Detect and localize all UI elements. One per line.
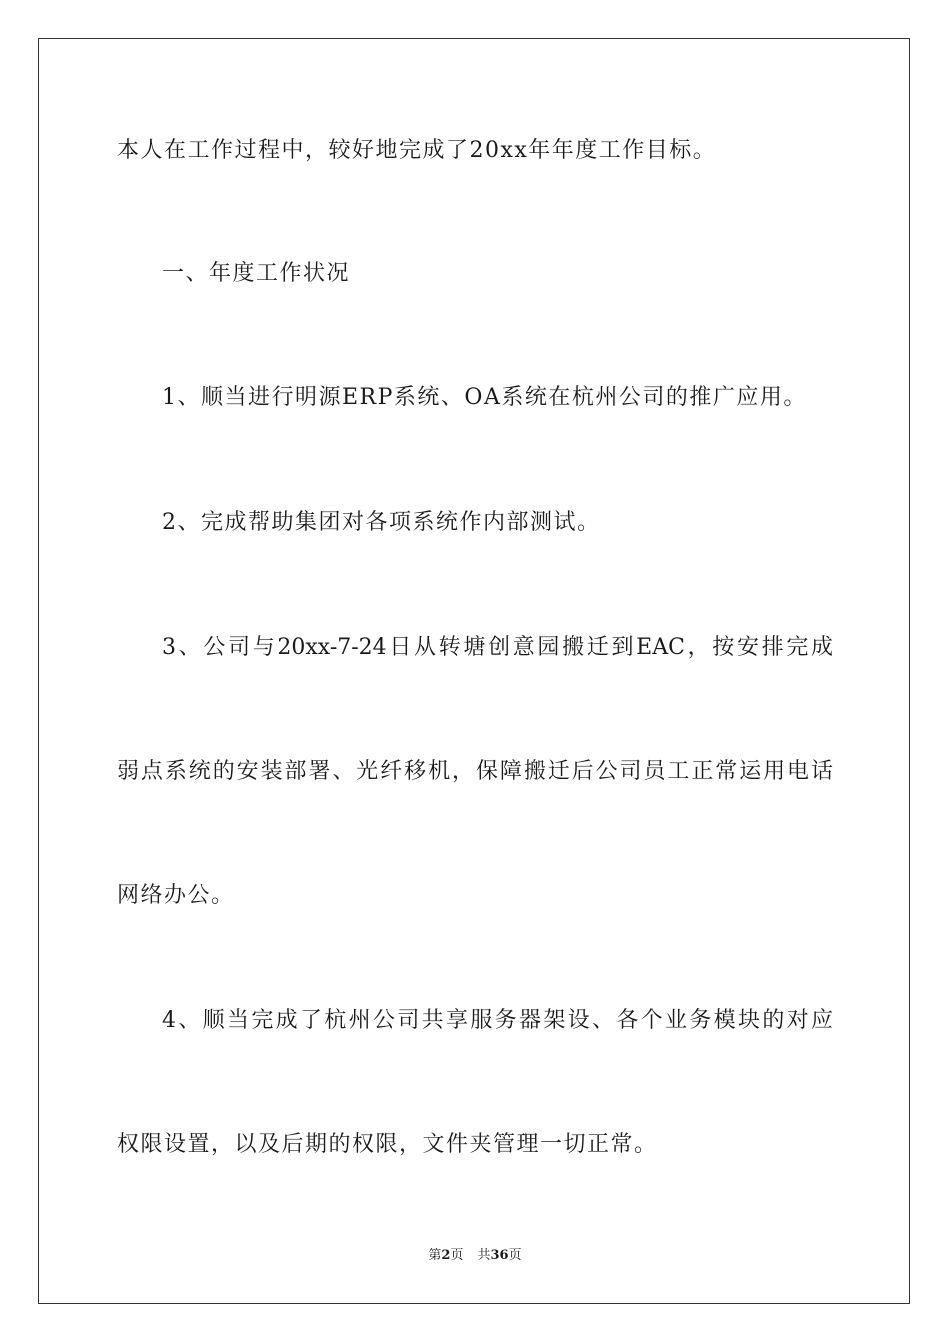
list-item-3-line-1: 3、公司与20xx-7-24日从转塘创意园搬迁到EAC，按安排完成 [162, 635, 833, 660]
footer-total-suffix: 页 [508, 1248, 522, 1263]
list-item-2: 2、完成帮助集团对各项系统作内部测试。 [162, 510, 601, 535]
list-item-4-line-2: 权限设置，以及后期的权限，文件夹管理一切正常。 [117, 1132, 658, 1157]
footer-page-number: 2 [441, 1248, 451, 1263]
list-item-1: 1、顺当进行明源ERP系统、OA系统在杭州公司的推广应用。 [162, 385, 807, 410]
footer-prefix: 第 [428, 1248, 442, 1263]
list-item-3-line-3: 网络办公。 [117, 883, 235, 908]
page-border [38, 38, 910, 1304]
list-item-4-line-1: 4、顺当完成了杭州公司共享服务器架设、各个业务模块的对应 [162, 1008, 833, 1033]
footer-page-suffix: 页 [450, 1248, 464, 1263]
footer-total-pages: 36 [490, 1248, 509, 1263]
paragraph-line-1: 本人在工作过程中，较好地完成了20xx年年度工作目标。 [117, 138, 717, 163]
page-footer [0, 1247, 950, 1265]
section-heading: 一、年度工作状况 [162, 261, 351, 286]
footer-total-prefix: 共 [477, 1248, 491, 1263]
list-item-3-line-2: 弱点系统的安装部署、光纤移机，保障搬迁后公司员工正常运用电话 [117, 759, 833, 784]
